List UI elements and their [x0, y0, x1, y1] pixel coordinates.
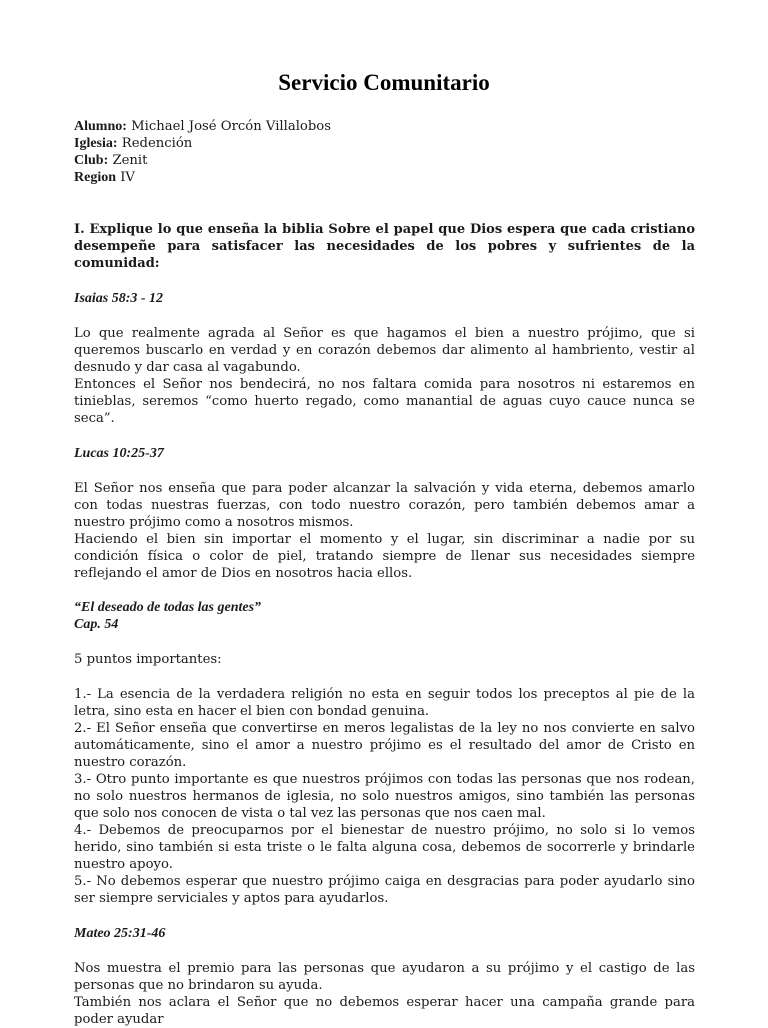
info-label: Club:: [74, 153, 109, 168]
question-heading: I. Explique lo que enseña la biblia Sobre el papel que Dios espera que cada cristiano desempeñe para satisfacer las necesidades de los pobres y sufrientes de la comunidad:: [74, 222, 695, 271]
list-item: 4.- Debemos de preocuparnos por el bienestar de nuestro prójimo, no solo si lo vemos herido, sino también si esta triste o le falta alguna cosa, debemos de socorrerle y brindarle nuestro apoyo.: [74, 823, 695, 872]
paragraph: Entonces el Señor nos bendecirá, no nos faltara comida para nosotros ni estaremos en tinieblas, seremos “como huerto regado, como manantial de aguas cuyo cauce nunca se seca”.: [74, 377, 695, 426]
info-label: Region: [74, 170, 116, 185]
paragraph: Nos muestra el premio para las personas que ayudaron a su prójimo y el castigo de las personas que no brindaron su ayuda.: [74, 961, 695, 993]
reference-chapter: Cap. 54: [74, 617, 119, 632]
info-value: Michael José Orcón Villalobos: [131, 119, 332, 134]
points-intro: 5 puntos importantes:: [74, 652, 222, 667]
paragraph: El Señor nos enseña que para poder alcanzar la salvación y vida eterna, debemos amarlo con todas nuestras fuerzas, con todo nuestro corazón, pero también debemos amar a nuestro prójimo como a nosotros mismos.: [74, 481, 695, 530]
document-body: [74, 118, 695, 1028]
reference-deseado: “El deseado de todas las gentes”: [74, 600, 262, 615]
info-alumno: [74, 118, 695, 135]
list-item: 5.- No debemos esperar que nuestro prójimo caiga en desgracias para poder ayudarlo sino ser siempre serviciales y aptos para ayudarlos.: [74, 874, 695, 906]
list-item: 2.- El Señor enseña que convertirse en meros legalistas de la ley no nos convierte en salvo automáticamente, sino el amor a nuestro prójimo es el resultado del amor de Cristo en nuestro corazón.: [74, 721, 695, 770]
info-iglesia: [74, 135, 695, 152]
document-title: Servicio Comunitario: [278, 70, 490, 95]
paragraph: Haciendo el bien sin importar el momento y el lugar, sin discriminar a nadie por su condición física o color de piel, tratando siempre de llenar sus necesidades siempre reflejando el amor de Dios en nosotros hacia ellos.: [74, 532, 695, 581]
paragraph: También nos aclara el Señor que no debemos esperar hacer una campaña grande para poder ayudar: [74, 995, 695, 1027]
info-value: Redención: [121, 136, 193, 151]
info-value: IV: [120, 170, 135, 185]
list-item: 3.- Otro punto importante es que nuestros prójimos con todas las personas que nos rodean, no solo nuestros hermanos de iglesia, no solo nuestros amigos, sino también las personas que solo nos conocen de vista o tal vez las personas que nos caen mal.: [74, 772, 695, 821]
reference-lucas: Lucas 10:25-37: [74, 446, 164, 461]
reference-isaias: Isaias 58:3 - 12: [74, 291, 164, 306]
info-label: Alumno:: [74, 119, 127, 134]
info-region: [74, 169, 695, 186]
paragraph: Lo que realmente agrada al Señor es que hagamos el bien a nuestro prójimo, que si queremos buscarlo en verdad y en corazón debemos dar alimento al hambriento, vestir al desnudo y dar casa al vagabundo.: [74, 326, 695, 375]
info-value: Zenit: [112, 153, 148, 168]
info-label: Iglesia:: [74, 136, 118, 151]
reference-mateo: Mateo 25:31-46: [74, 926, 166, 941]
info-club: [74, 152, 695, 169]
list-item: 1.- La esencia de la verdadera religión no esta en seguir todos los preceptos al pie de la letra, sino esta en hacer el bien con bondad genuina.: [74, 687, 695, 719]
